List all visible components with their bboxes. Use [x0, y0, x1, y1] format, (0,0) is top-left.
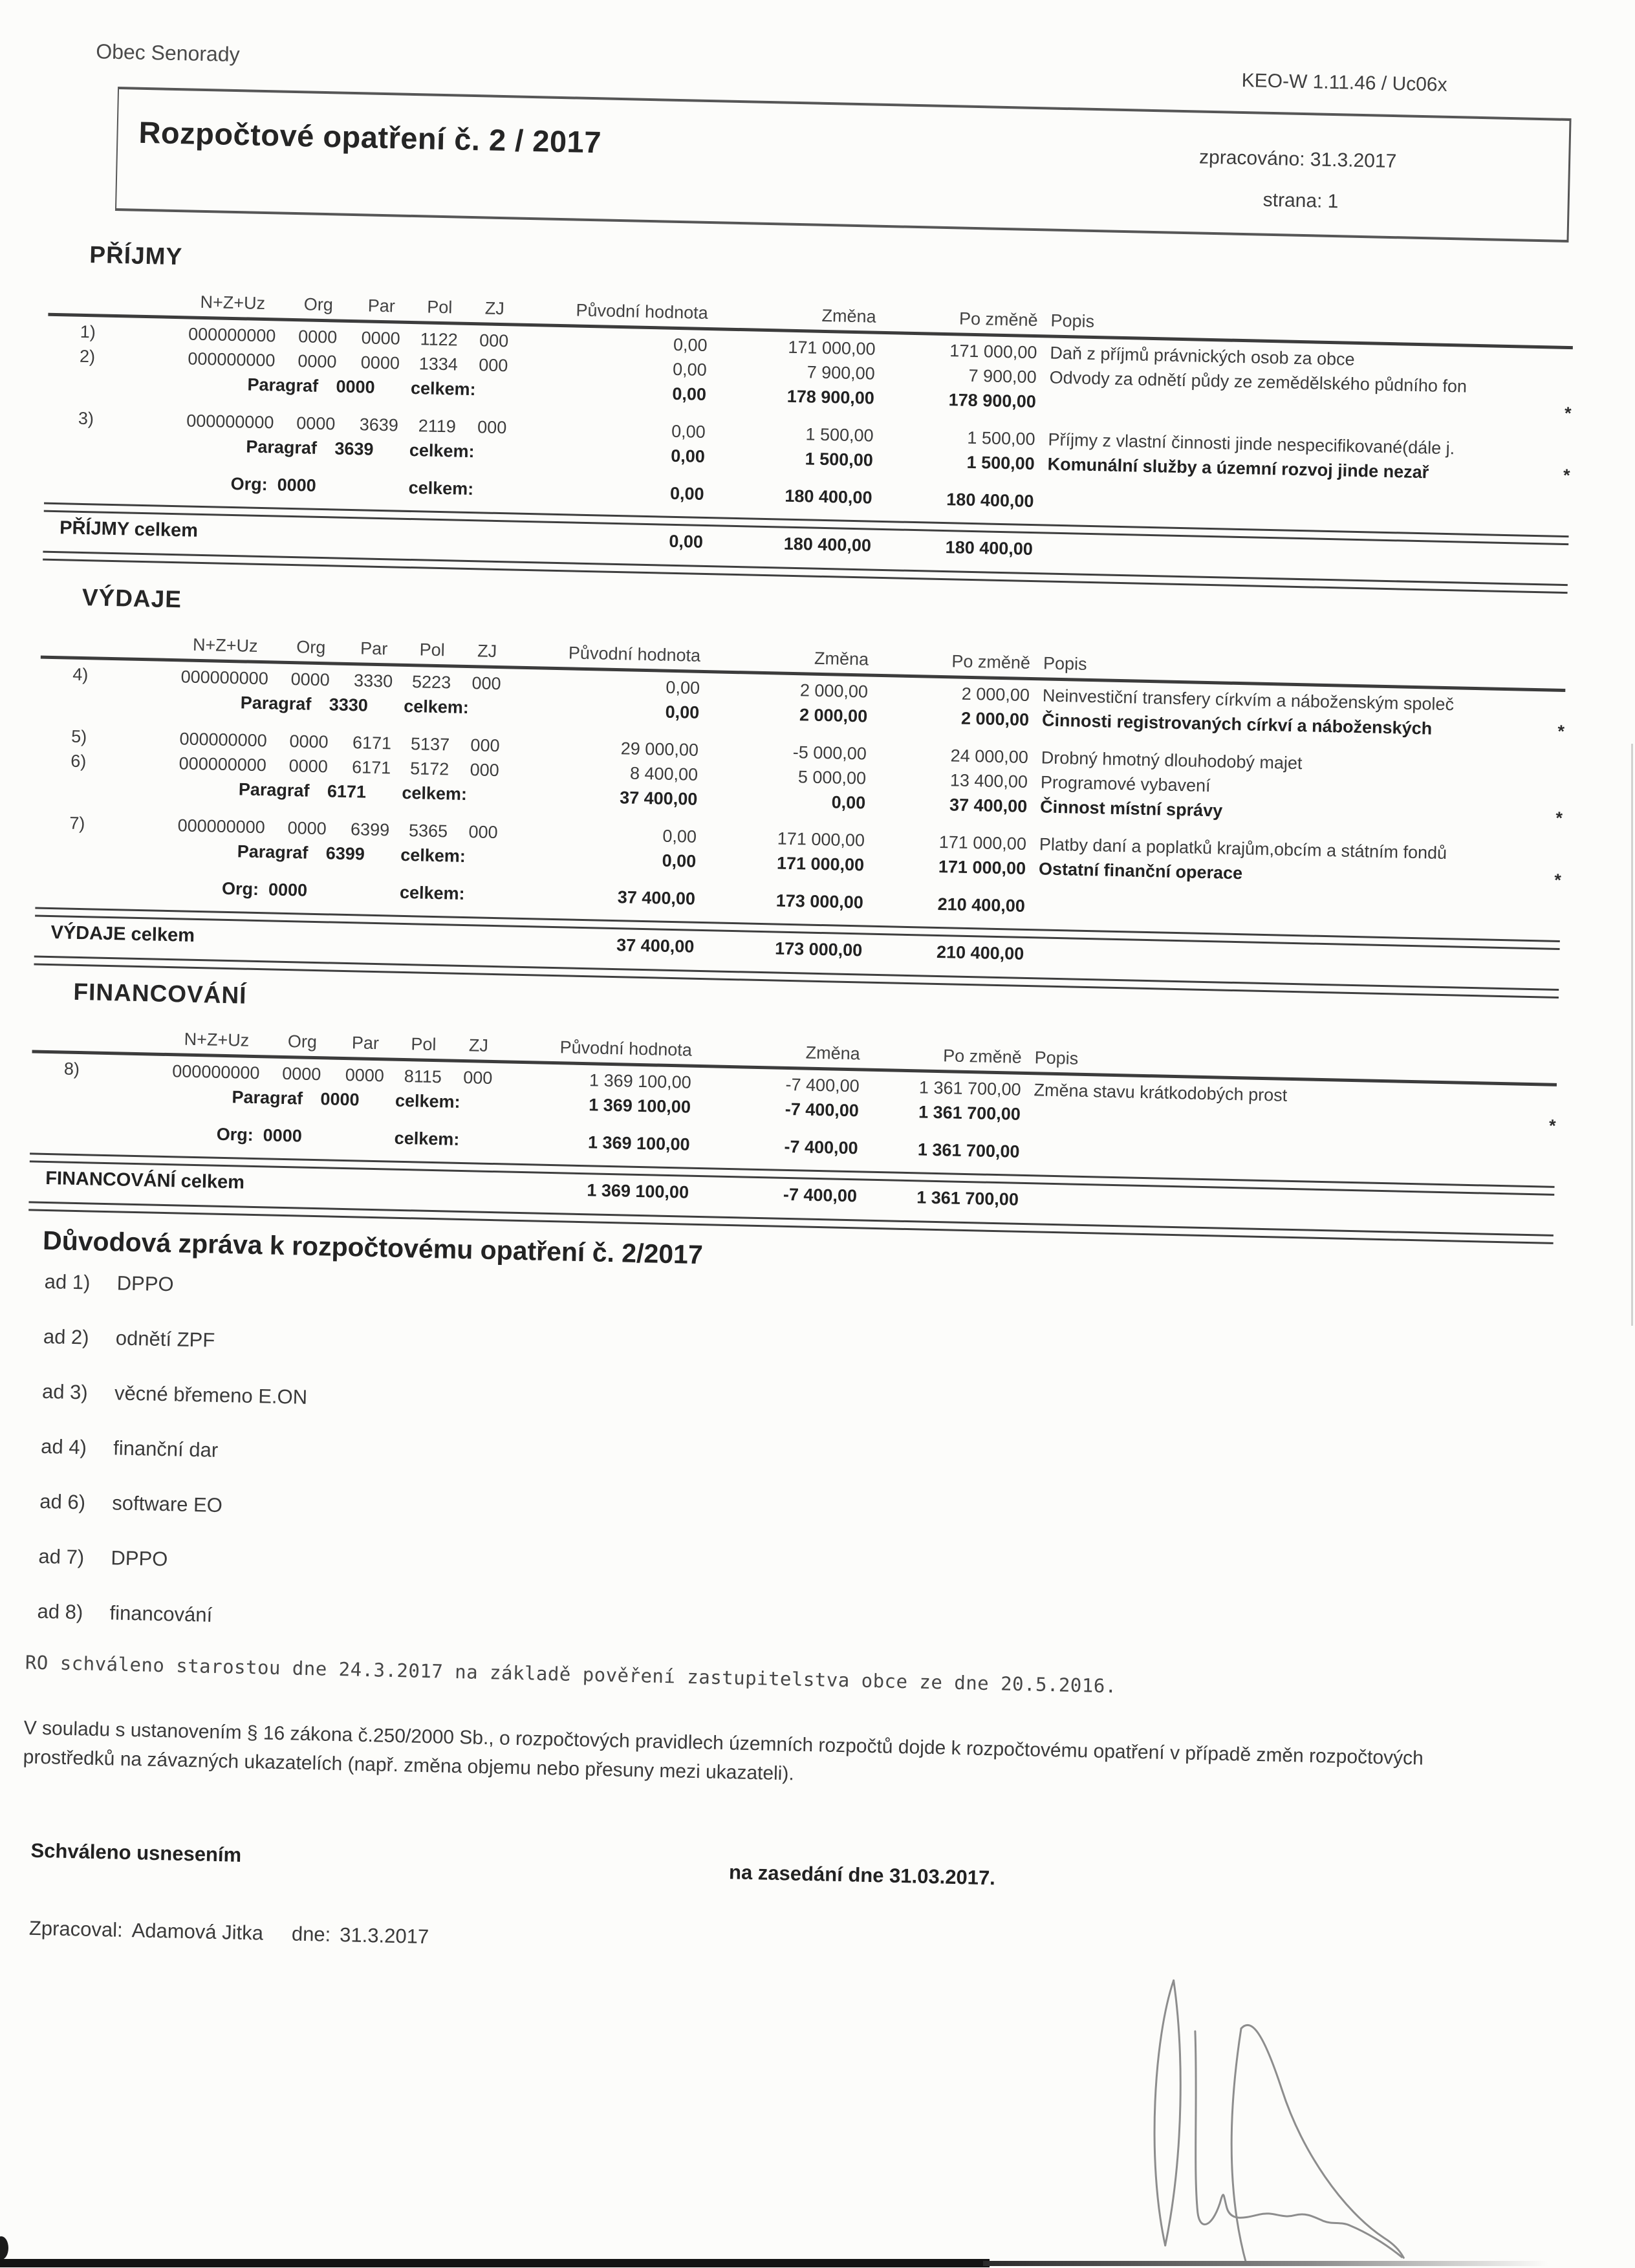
- paragraf-code: 0000: [336, 376, 375, 397]
- cell-original-value: 37 400,00: [617, 887, 696, 909]
- cell-change-value: 1 500,00: [805, 424, 874, 446]
- page-line: [1262, 189, 1338, 213]
- cell-description: Komunální služby a územní rozvoj jinde nezař: [1047, 454, 1429, 482]
- cell-change-value: 2 000,00: [799, 705, 868, 726]
- column-header: Org: [296, 637, 326, 658]
- processed-date: 31.3.2017: [1310, 149, 1397, 173]
- scan-bottom-edge: [0, 2259, 990, 2267]
- column-header: ZJ: [468, 1035, 489, 1055]
- row-number: 2): [79, 346, 96, 367]
- cell-change-value: -5 000,00: [792, 742, 867, 764]
- paragraf-code: 6399: [325, 843, 365, 864]
- cell-description: [1034, 507, 1533, 518]
- star-mark: [1528, 774, 1563, 775]
- total-after-value: 180 400,00: [945, 537, 1034, 559]
- org-total-label: Org: 0000: [230, 473, 317, 495]
- report-heading: Důvodová zpráva k rozpočtovému opatření č. 2/2017: [42, 1225, 704, 1270]
- cell-change-value: 171 000,00: [777, 828, 865, 850]
- row-number: 1): [80, 321, 96, 342]
- column-header: Pol: [419, 640, 446, 660]
- section-prijmy: [43, 241, 1574, 594]
- cell-after-value: 13 400,00: [949, 770, 1028, 792]
- column-header: [41, 652, 173, 654]
- processed-label: zpracováno:: [1198, 146, 1305, 171]
- cell-description: Platby daní a poplatků krajům,obcím a státním fondů: [1039, 834, 1447, 863]
- paragraf-code: 0000: [320, 1089, 360, 1110]
- column-header: Par: [351, 1033, 380, 1053]
- prepared-label: Zpracoval:: [28, 1916, 124, 1941]
- total-original-value: 37 400,00: [616, 934, 695, 956]
- star-mark: *: [1554, 870, 1562, 890]
- total-original-value: 1 369 100,00: [587, 1180, 689, 1202]
- cell-change-value: 173 000,00: [775, 891, 864, 913]
- cell-after-value: 1 361 700,00: [917, 1139, 1020, 1161]
- paragraf-code: 3330: [329, 695, 369, 715]
- report-item-label: ad 4): [40, 1434, 87, 1459]
- column-header: Pol: [426, 297, 453, 318]
- total-change-value: 180 400,00: [783, 534, 872, 556]
- column-header: Popis: [1043, 653, 1087, 674]
- spacer: [307, 896, 382, 898]
- spacer: [316, 491, 391, 493]
- section-total-label: VÝDAJE celkem: [50, 922, 195, 946]
- cell-after-value: 7 900,00: [968, 365, 1037, 387]
- cell-pol: 5172: [409, 759, 449, 779]
- row-number: 8): [63, 1059, 80, 1079]
- cell-description: Daň z příjmů právnických osob za obce: [1050, 343, 1355, 369]
- spacer: [302, 1142, 376, 1144]
- row-number: 6): [70, 751, 87, 772]
- report-item-text: věcné břemeno E.ON: [114, 1381, 308, 1409]
- cell-org: 0000: [282, 1063, 321, 1085]
- cell-par: 0000: [345, 1065, 385, 1086]
- cell-nzuz: 000000000: [186, 411, 274, 433]
- cell-change-value: 5 000,00: [797, 767, 867, 788]
- column-header: ZJ: [477, 641, 497, 661]
- cell-org: 0000: [290, 669, 330, 690]
- budget-table-financovani: [28, 1015, 1557, 1244]
- cell-original-value: 0,00: [671, 421, 706, 442]
- cell-pol: 1334: [418, 354, 459, 374]
- report-item-label: ad 7): [38, 1544, 85, 1569]
- section-heading: VÝDAJE: [81, 583, 182, 613]
- budget-table-vydaje: [34, 621, 1566, 999]
- cell-pol: 5365: [408, 821, 448, 841]
- cell-zj: 000: [477, 417, 507, 438]
- cell-change-value: 7 900,00: [807, 362, 876, 383]
- cell-nzuz: 000000000: [188, 349, 276, 371]
- cell-original-value: 0,00: [662, 850, 697, 871]
- cell-change-value: 178 900,00: [786, 386, 875, 408]
- cell-after-value: 178 900,00: [948, 390, 1037, 412]
- report-item-label: ad 3): [41, 1379, 89, 1404]
- cell-zj: 000: [470, 760, 500, 781]
- session-note: na zasedání dne 31.03.2017.: [728, 1861, 996, 1890]
- cell-zj: 000: [471, 673, 501, 694]
- cell-description: Činnost místní správy: [1039, 797, 1223, 821]
- cell-description: Programové vybavení: [1040, 772, 1211, 796]
- cell-change-value: -7 400,00: [785, 1074, 860, 1096]
- cell-nzuz: 000000000: [172, 1061, 260, 1083]
- column-header: Původní hodnota: [576, 300, 709, 323]
- column-header: Org: [303, 294, 334, 315]
- celkem-label: celkem:: [404, 696, 470, 718]
- scan-edge-shade: [1631, 744, 1633, 1326]
- total-original-value: 0,00: [669, 531, 704, 552]
- report-item-text: DPPO: [116, 1271, 174, 1296]
- cell-original-value: 0,00: [662, 826, 697, 847]
- celkem-label: celkem:: [408, 477, 474, 499]
- cell-description: [1019, 1158, 1519, 1169]
- cell-par: 6171: [351, 757, 391, 778]
- system-version: KEO-W 1.11.46 / Uc06x: [1241, 69, 1447, 96]
- row-number: 7): [69, 813, 85, 834]
- paragraf-label: Paragraf: [238, 779, 310, 801]
- report-item-label: ad 8): [37, 1599, 83, 1624]
- paragraf-code: 6171: [327, 781, 367, 802]
- scan-bottom-edge-fade: [983, 2261, 1578, 2266]
- cell-after-value: 1 500,00: [966, 452, 1035, 474]
- cell-org: 0000: [288, 756, 329, 777]
- cell-after-value: 2 000,00: [960, 708, 1030, 729]
- cell-change-value: 1 500,00: [805, 449, 874, 470]
- prepared-line: [29, 1917, 429, 1949]
- cell-org: 0000: [296, 413, 336, 434]
- title-box: [115, 87, 1572, 243]
- cell-original-value: 0,00: [672, 359, 708, 380]
- section-vydaje: [34, 583, 1566, 999]
- section-total-label: PŘÍJMY celkem: [59, 517, 199, 541]
- cell-after-value: 171 000,00: [938, 856, 1026, 878]
- cell-original-value: 0,00: [666, 677, 700, 698]
- cell-after-value: 180 400,00: [946, 490, 1034, 512]
- column-header: N+Z+Uz: [184, 1029, 250, 1050]
- cell-original-value: 0,00: [670, 446, 706, 466]
- star-mark: [1530, 712, 1565, 713]
- cell-description: Odvody za odnětí půdy ze zemědělského půdního fon: [1049, 367, 1467, 396]
- cell-change-value: -7 400,00: [784, 1136, 858, 1158]
- column-header: N+Z+Uz: [200, 292, 266, 314]
- paragraf-label: Paragraf: [247, 374, 319, 396]
- star-mark: [1535, 456, 1570, 457]
- cell-description: Neinvestiční transfery církvím a náboženským společ: [1042, 686, 1455, 715]
- cell-par: 3639: [359, 415, 399, 435]
- section-heading: FINANCOVÁNÍ: [73, 978, 247, 1009]
- cell-change-value: 171 000,00: [788, 337, 876, 359]
- column-header: ZJ: [484, 298, 505, 319]
- paragraf-label: Paragraf: [237, 841, 309, 863]
- star-mark: *: [1563, 465, 1570, 486]
- report-item-text: DPPO: [111, 1546, 168, 1571]
- cell-after-value: 24 000,00: [950, 746, 1029, 767]
- section-heading: PŘÍJMY: [89, 241, 183, 270]
- cell-pol: 1122: [420, 329, 459, 350]
- cell-par: 6171: [352, 733, 392, 753]
- row-number: 3): [78, 408, 94, 429]
- report-item-text: odnětí ZPF: [115, 1326, 215, 1352]
- org-total-label: Org: 0000: [216, 1124, 303, 1146]
- report-item-label: ad 6): [39, 1489, 86, 1514]
- cell-original-value: 0,00: [672, 383, 707, 404]
- cell-nzuz: 000000000: [188, 324, 276, 346]
- cell-description: [1021, 1120, 1521, 1131]
- star-mark: *: [1557, 721, 1565, 742]
- cell-org: 0000: [298, 351, 337, 372]
- column-header: N+Z+Uz: [192, 634, 258, 656]
- paragraf-label: Paragraf: [240, 693, 312, 714]
- prepared-date-label: dne:: [291, 1922, 331, 1946]
- report-item-list: [36, 1270, 821, 1672]
- processed-line: [1199, 147, 1397, 173]
- cell-after-value: 1 361 700,00: [918, 1077, 1021, 1099]
- cell-nzuz: 000000000: [179, 729, 268, 751]
- cell-description: Ostatní finanční operace: [1038, 859, 1243, 883]
- column-header: [1537, 341, 1573, 342]
- celkem-label: celkem:: [409, 440, 475, 462]
- column-header: Po změně: [958, 308, 1038, 330]
- column-header: Změna: [805, 1042, 861, 1064]
- cell-original-value: 8 400,00: [629, 763, 698, 784]
- cell-org: 0000: [289, 731, 329, 752]
- approved-label: Schváleno usnesením: [30, 1839, 242, 1866]
- legal-paragraph: V souladu s ustanovením § 16 zákona č.250/2000 Sb., o rozpočtových pravidlech územních rozpočtů dojde k rozpočtovému opatření v případě změn rozpočtových prostředků na závazných ukazatelích (např. změna objemu nebo přesuny mezi ukazateli).: [23, 1717, 1424, 1785]
- column-header: Původní hodnota: [559, 1037, 693, 1060]
- celkem-label: celkem:: [402, 783, 468, 805]
- cell-after-value: 171 000,00: [949, 341, 1037, 363]
- cell-original-value: 0,00: [673, 334, 708, 355]
- cell-zj: 000: [479, 330, 509, 351]
- approval-note: RO schváleno starostou dne 24.3.2017 na základě pověření zastupitelstva obce ze dne 20.5.2016.: [25, 1651, 1118, 1698]
- star-mark: *: [1548, 1116, 1556, 1136]
- cell-nzuz: 000000000: [177, 815, 266, 837]
- column-header: Org: [287, 1031, 318, 1052]
- cell-original-value: 0,00: [665, 702, 700, 722]
- column-header: Po změně: [942, 1046, 1023, 1067]
- document-title: Rozpočtové opatření č. 2 / 2017: [138, 114, 602, 160]
- cell-nzuz: 000000000: [180, 667, 269, 689]
- cell-par: 6399: [350, 819, 390, 840]
- prepared-name: Adamová Jitka: [131, 1919, 264, 1945]
- section-financovani: [28, 977, 1558, 1244]
- cell-change-value: -7 400,00: [785, 1099, 860, 1121]
- paragraf-label: Paragraf: [232, 1087, 303, 1108]
- column-header: Popis: [1050, 310, 1095, 332]
- cell-pol: 5223: [411, 672, 451, 693]
- cell-original-value: 1 369 100,00: [587, 1132, 690, 1154]
- prepared-date: 31.3.2017: [339, 1923, 429, 1949]
- star-mark: *: [1555, 808, 1563, 828]
- cell-par: 3330: [353, 671, 393, 691]
- cell-description: Drobný hmotný dlouhodobý majet: [1041, 748, 1303, 773]
- cell-description: [1036, 407, 1536, 418]
- cell-original-value: 0,00: [669, 483, 704, 504]
- column-header: Původní hodnota: [568, 643, 701, 665]
- row-number: 5): [70, 726, 87, 747]
- column-header: [32, 1046, 165, 1048]
- cell-after-value: 1 500,00: [967, 427, 1035, 449]
- municipality-name: Obec Senorady: [95, 39, 241, 67]
- star-mark: *: [1564, 403, 1572, 424]
- cell-after-value: 1 361 700,00: [918, 1102, 1021, 1124]
- cell-pol: 2119: [418, 416, 457, 437]
- celkem-label: celkem:: [399, 882, 465, 904]
- total-change-value: -7 400,00: [783, 1184, 858, 1205]
- cell-after-value: 171 000,00: [938, 832, 1027, 854]
- report-item-text: software EO: [111, 1491, 223, 1517]
- paragraf-label: Paragraf: [246, 437, 318, 458]
- celkem-label: celkem:: [395, 1090, 460, 1112]
- scan-artifact-blob: [0, 2236, 8, 2260]
- column-header: [49, 309, 181, 312]
- column-header: [1530, 684, 1565, 685]
- cell-change-value: 2 000,00: [799, 680, 869, 702]
- column-header: Po změně: [951, 651, 1031, 673]
- report-item-text: financování: [109, 1601, 213, 1626]
- total-change-value: 173 000,00: [774, 938, 863, 960]
- column-header: Změna: [821, 305, 876, 327]
- cell-after-value: 2 000,00: [961, 684, 1030, 705]
- cell-zj: 000: [462, 1068, 493, 1088]
- cell-zj: 000: [468, 822, 498, 843]
- section-total-label: FINANCOVÁNÍ celkem: [45, 1167, 245, 1193]
- celkem-label: celkem:: [410, 378, 476, 400]
- cell-nzuz: 000000000: [179, 753, 267, 775]
- cell-original-value: 29 000,00: [620, 739, 699, 760]
- cell-zj: 000: [470, 735, 500, 756]
- page-label: strana:: [1262, 189, 1323, 212]
- report-item-text: finanční dar: [113, 1436, 219, 1462]
- column-header: Par: [360, 638, 388, 659]
- cell-par: 0000: [361, 328, 401, 349]
- cell-change-value: 180 400,00: [785, 486, 872, 508]
- cell-org: 0000: [287, 818, 327, 839]
- celkem-label: celkem:: [400, 845, 466, 867]
- star-mark: [1537, 369, 1572, 370]
- cell-change-value: 0,00: [831, 792, 866, 813]
- cell-change-value: 171 000,00: [776, 853, 865, 875]
- cell-description: Příjmy z vlastní činnosti jinde nespecifikované(dále j.: [1048, 429, 1455, 459]
- cell-par: 0000: [360, 352, 400, 373]
- report-item-label: ad 1): [44, 1269, 91, 1294]
- row-number: 4): [72, 664, 89, 685]
- cell-after-value: 37 400,00: [949, 795, 1028, 816]
- column-header: Změna: [814, 648, 869, 669]
- budget-table-prijmy: [43, 278, 1574, 594]
- cell-description: [1025, 912, 1525, 923]
- handwritten-signature: [1125, 1952, 1442, 2268]
- column-header: Par: [367, 296, 396, 316]
- paragraf-code: 3639: [334, 438, 374, 459]
- cell-zj: 000: [479, 355, 508, 376]
- org-total-label: Org: 0000: [221, 878, 308, 900]
- cell-description: Změna stavu krátkodobých prost: [1034, 1080, 1288, 1105]
- report-item-label: ad 2): [43, 1324, 89, 1349]
- cell-description: Činnosti registrovaných církví a náboženských: [1041, 710, 1433, 739]
- total-after-value: 1 361 700,00: [916, 1187, 1019, 1209]
- cell-pol: 5137: [410, 734, 450, 755]
- column-header: Popis: [1034, 1048, 1079, 1068]
- cell-org: 0000: [298, 327, 338, 347]
- cell-original-value: 1 369 100,00: [589, 1070, 692, 1092]
- cell-after-value: 210 400,00: [937, 894, 1026, 916]
- column-header: Pol: [411, 1034, 437, 1055]
- celkem-label: celkem:: [394, 1128, 460, 1149]
- star-mark: [1533, 518, 1569, 519]
- cell-pol: 8115: [404, 1066, 442, 1087]
- total-after-value: 210 400,00: [936, 942, 1024, 964]
- cell-original-value: 37 400,00: [619, 788, 698, 809]
- page-number: 1: [1327, 190, 1339, 213]
- cell-original-value: 1 369 100,00: [588, 1095, 691, 1117]
